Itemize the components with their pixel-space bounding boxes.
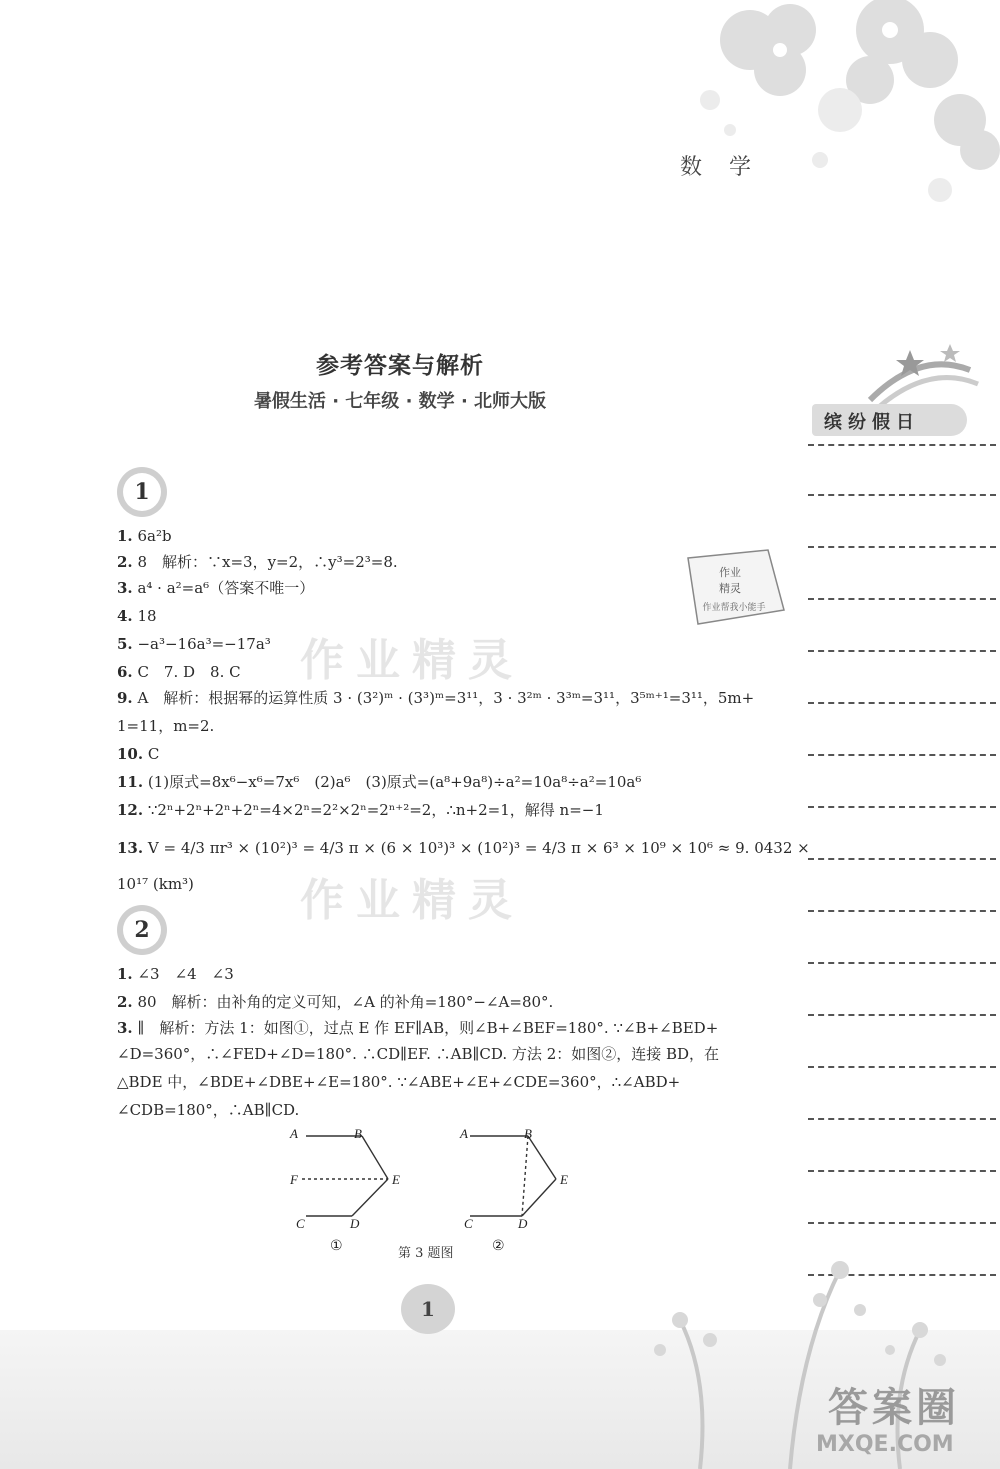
note-line (808, 1170, 996, 1172)
floral-decoration (640, 0, 1000, 220)
footer-logo: 答案圈 (828, 1385, 960, 1431)
stamp-text-2: 精灵 (719, 582, 741, 595)
note-line (808, 1118, 996, 1120)
answer-line: 1=11，m=2. (117, 717, 215, 735)
section-number: 2 (134, 917, 150, 943)
stamp-logo (668, 548, 788, 628)
point-label-F: F (290, 1172, 298, 1187)
answer-line: 5. −a³−16a³=−17a³ (117, 635, 271, 653)
answer-line: 3. a⁴ · a²=a⁶（答案不唯一） (117, 579, 315, 597)
answer-line: 10¹⁷ (km³) (117, 875, 194, 893)
point-label-B: B (524, 1126, 532, 1141)
point-label-A: A (290, 1126, 298, 1141)
note-line (808, 806, 996, 808)
note-line (808, 962, 996, 964)
stamp-text-1: 作业 (719, 566, 741, 579)
point-label-E: E (560, 1172, 568, 1187)
section-badge (116, 466, 168, 518)
figure-caption: 第 3 题图 (398, 1246, 454, 1261)
point-label-D: D (518, 1216, 528, 1231)
sidebar-tab (812, 404, 967, 436)
note-line (808, 910, 996, 912)
point-label-D: D (350, 1216, 360, 1231)
answer-line: 3. ∥ 解析：方法 1：如图①，过点 E 作 EF∥AB，则∠B+∠BEF=180°. ∵∠B+∠BED+ (117, 1019, 719, 1037)
answer-line: △BDE 中，∠BDE+∠DBE+∠E=180°. ∵∠ABE+∠E+∠CDE=360°，∴∠ABD+ (117, 1073, 681, 1091)
point-label-E: E (392, 1172, 400, 1187)
answer-line: ∠D=360°，∴∠FED+∠D=180°. ∴CD∥EF. ∴AB∥CD. 方法 2：如图②，连接 BD，在 (117, 1045, 720, 1063)
answer-line: 9. A 解析：根据幂的运算性质 3 · (3²)ᵐ · (3³)ᵐ=3¹¹，3 · 3²ᵐ · 3³ᵐ=3¹¹，3⁵ᵐ⁺¹=3¹¹，5m+ (117, 689, 755, 707)
note-line (808, 1014, 996, 1016)
subject-label: 数 学 (680, 155, 761, 180)
watermark: 作业精灵 (300, 875, 524, 926)
note-line (808, 494, 996, 496)
answer-line: 1. 6a²b (117, 527, 172, 545)
answer-line: 1. ∠3 ∠4 ∠3 (117, 965, 234, 983)
note-line (808, 650, 996, 652)
page-number-badge (400, 1283, 456, 1335)
figure-label-1: ① (330, 1238, 343, 1254)
answer-line: 12. ∵2ⁿ+2ⁿ+2ⁿ+2ⁿ=4×2ⁿ=2²×2ⁿ=2ⁿ⁺²=2，∴n+2=1，解得 n=−1 (117, 801, 604, 819)
footer-url: MXQE.COM (816, 1432, 954, 1457)
watermark: 作业精灵 (300, 635, 524, 686)
figure-label-2: ② (492, 1238, 505, 1254)
note-line (808, 754, 996, 756)
page-title: 参考答案与解析 (316, 353, 484, 379)
sidebar-tab-label: 缤纷假日 (824, 412, 920, 433)
note-line (808, 444, 996, 446)
section-badge (116, 904, 168, 956)
note-line (808, 1222, 996, 1224)
note-line (808, 598, 996, 600)
answer-line: 11. (1)原式=8x⁶−x⁶=7x⁶ (2)a⁶ (3)原式=(a⁸+9a⁸)÷a²=10a⁸÷a²=10a⁶ (117, 773, 642, 791)
page-subtitle: 暑假生活 · 七年级 · 数学 · 北师大版 (253, 391, 547, 412)
note-line (808, 546, 996, 548)
page-number: 1 (421, 1297, 435, 1321)
note-line (808, 858, 996, 860)
answer-line: 4. 18 (117, 607, 157, 625)
note-line (808, 702, 996, 704)
answer-line: 10. C (117, 745, 160, 763)
answer-line: ∠CDB=180°，∴AB∥CD. (117, 1101, 300, 1119)
section-number: 1 (134, 479, 150, 505)
answer-line: 6. C 7. D 8. C (117, 663, 241, 681)
point-label-A: A (460, 1126, 468, 1141)
star-ornament-icon (860, 340, 980, 410)
point-label-C: C (296, 1216, 305, 1231)
point-label-B: B (354, 1126, 362, 1141)
answer-line: 13. V = 4/3 πr³ × (10²)³ = 4/3 π × (6 × 10³)³ × (10²)³ = 4/3 π × 6³ × 10⁹ × 10⁶ ≈ 9. 0432 × (117, 839, 810, 857)
answer-line: 2. 80 解析：由补角的定义可知，∠A 的补角=180°−∠A=80°. (117, 993, 554, 1011)
point-label-C: C (464, 1216, 473, 1231)
stamp-text-3: 作业帮我小能手 (702, 603, 766, 613)
note-line (808, 1066, 996, 1068)
answer-line: 2. 8 解析：∵x=3，y=2，∴y³=2³=8. (117, 553, 398, 571)
